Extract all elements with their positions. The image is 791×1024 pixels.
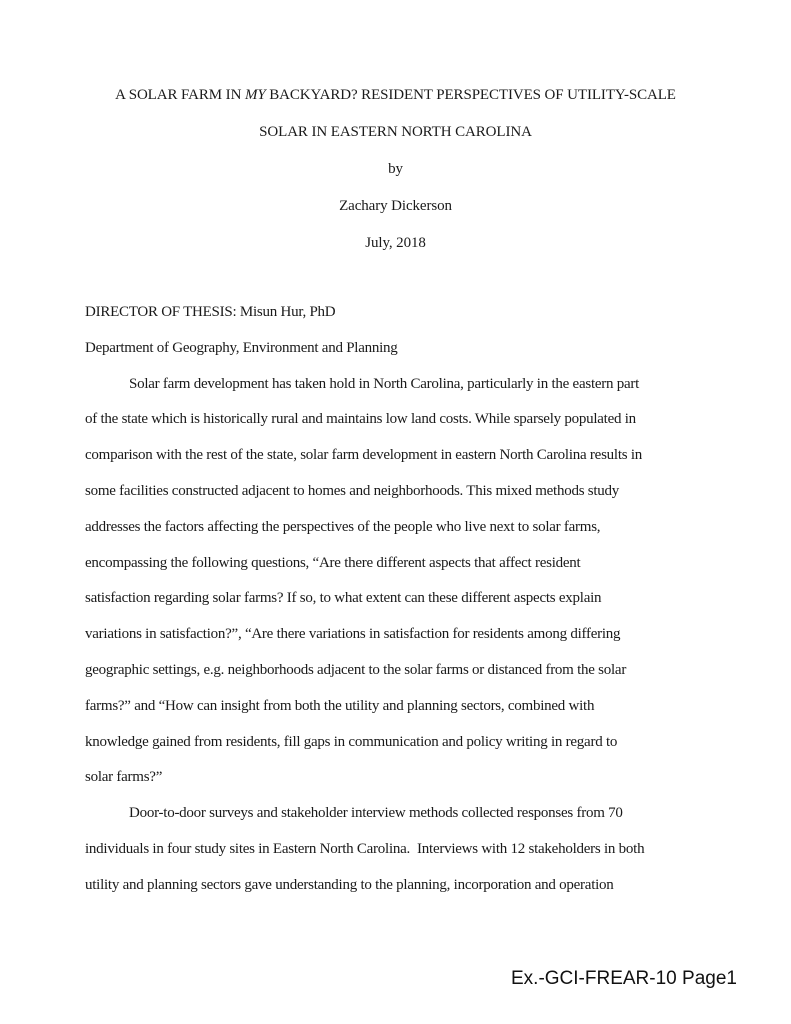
thesis-title-line-2: SOLAR IN EASTERN NORTH CAROLINA bbox=[259, 124, 532, 140]
author-name: Zachary Dickerson bbox=[339, 198, 452, 214]
paragraph1-line: knowledge gained from residents, fill gaps in communication and policy writing in regard to bbox=[85, 733, 618, 750]
thesis-director-line: DIRECTOR OF THESIS: Misun Hur, PhD bbox=[85, 304, 336, 320]
paragraph1-line: Solar farm development has taken hold in North Carolina, particularly in the eastern part bbox=[129, 375, 640, 392]
paragraph1-line: of the state which is historically rural and maintains low land costs. While sparsely populated in bbox=[85, 411, 636, 428]
paragraph1-line: addresses the factors affecting the perspectives of the people who live next to solar farms, bbox=[85, 518, 601, 535]
department-line: Department of Geography, Environment and Planning bbox=[85, 339, 398, 356]
paragraph2-line: utility and planning sectors gave understanding to the planning, incorporation and operation bbox=[85, 876, 614, 893]
title-text-post: BACKYARD? RESIDENT PERSPECTIVES OF UTILITY-SCALE bbox=[265, 87, 676, 103]
paragraph1-line: variations in satisfaction?”, “Are there variations in satisfaction for residents among differing bbox=[85, 626, 621, 643]
title-text-italic: MY bbox=[244, 87, 266, 103]
title-block bbox=[0, 77, 791, 262]
paragraph1-line: geographic settings, e.g. neighborhoods adjacent to the solar farms or distanced from the solar bbox=[85, 661, 627, 678]
paragraph1-line: satisfaction regarding solar farms? If so, to what extent can these different aspects explain bbox=[85, 590, 602, 607]
paragraph1-line: encompassing the following questions, “Are there different aspects that affect resident bbox=[85, 554, 581, 571]
abstract-body bbox=[85, 295, 745, 904]
paragraph1-line: comparison with the rest of the state, solar farm development in eastern North Carolina results in bbox=[85, 447, 643, 464]
exhibit-stamp: Ex.-GCI-FREAR-10 Page1 bbox=[511, 968, 737, 989]
paragraph1-line: some facilities constructed adjacent to homes and neighborhoods. This mixed methods study bbox=[85, 482, 620, 499]
title-text-pre: A SOLAR FARM IN bbox=[115, 87, 245, 103]
paragraph2-line: Door-to-door surveys and stakeholder interview methods collected responses from 70 bbox=[129, 805, 623, 822]
paragraph1-line: farms?” and “How can insight from both the utility and planning sectors, combined with bbox=[85, 697, 595, 714]
byline: by bbox=[388, 161, 403, 177]
thesis-title-line-1 bbox=[0, 77, 791, 114]
paragraph2-line: individuals in four study sites in Eastern North Carolina. Interviews with 12 stakeholders in both bbox=[85, 840, 645, 857]
paragraph1-line: solar farms?” bbox=[85, 769, 163, 786]
publication-date: July, 2018 bbox=[365, 235, 426, 251]
